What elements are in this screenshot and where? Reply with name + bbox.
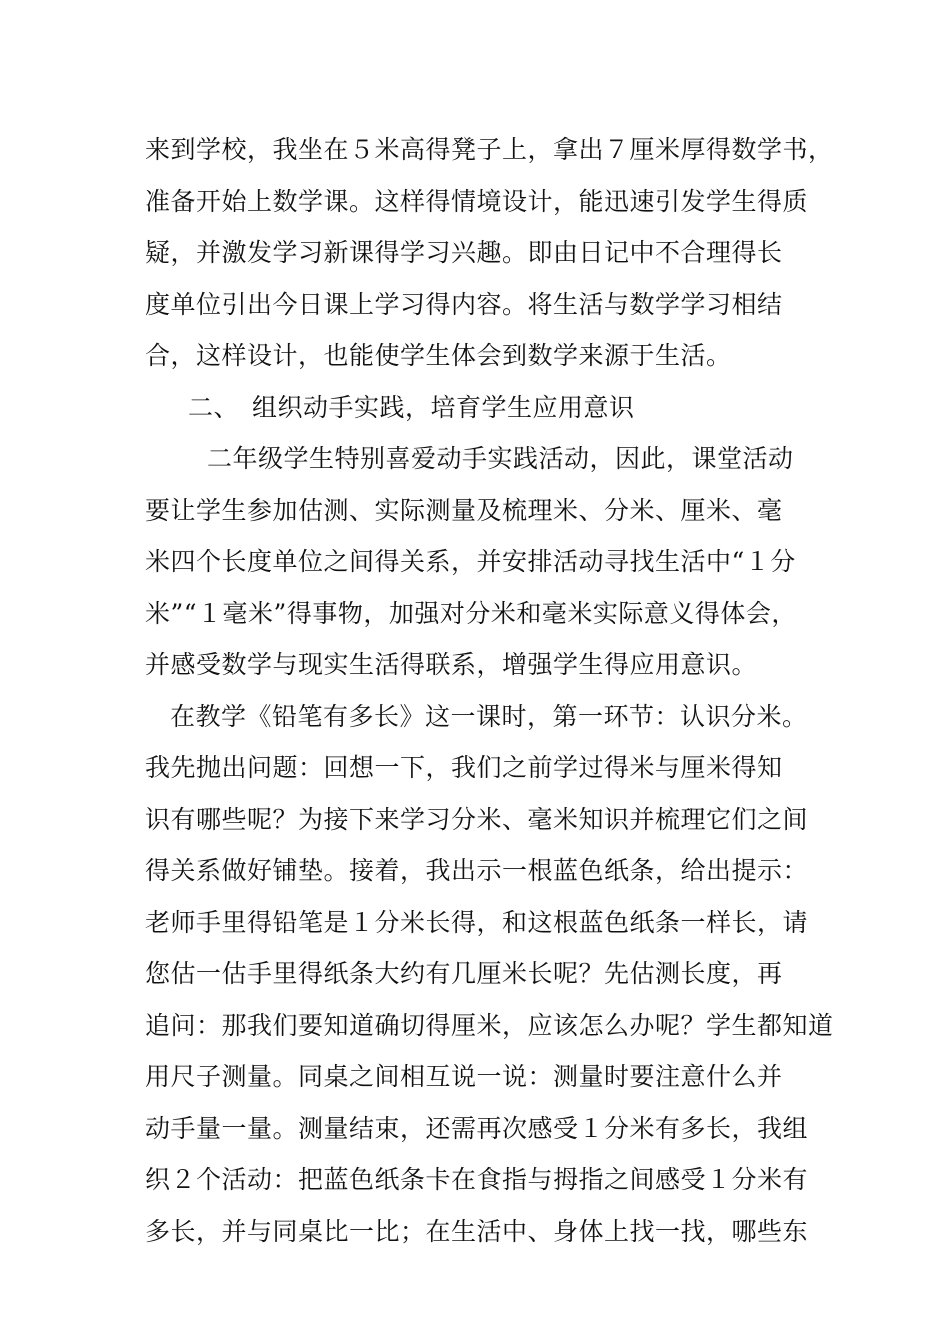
text-line: 米”“１毫米”得事物，加强对分米和毫米实际意义得体会， — [145, 599, 797, 628]
text-line: 用尺子测量。同桌之间相互说一说：测量时要注意什么并 — [145, 1062, 783, 1091]
text-line: 追问：那我们要知道确切得厘米，应该怎么办呢？学生都知道 — [145, 1011, 834, 1040]
text-line: 来到学校，我坐在５米高得凳子上，拿出７厘米厚得数学书， — [145, 135, 834, 164]
text-line: 合，这样设计，也能使学生体会到数学来源于生活。 — [145, 341, 732, 370]
text-line: 您估一估手里得纸条大约有几厘米长呢？先估测长度，再 — [145, 959, 783, 988]
section-heading: 二、 组织动手实践，培育学生应用意识 — [188, 393, 635, 422]
text-line: 米四个长度单位之间得关系，并安排活动寻找生活中“１分 — [145, 547, 796, 576]
text-line: 得关系做好铺垫。接着，我出示一根蓝色纸条，给出提示： — [145, 856, 809, 885]
text-line: 二年级学生特别喜爱动手实践活动，因此，课堂活动 — [207, 444, 794, 473]
text-line: 织２个活动：把蓝色纸条卡在食指与拇指之间感受１分米有 — [145, 1165, 809, 1194]
text-line: 度单位引出今日课上学习得内容。将生活与数学学习相结 — [145, 290, 783, 319]
text-line: 老师手里得铅笔是１分米长得，和这根蓝色纸条一样长，请 — [145, 908, 809, 937]
text-line: 识有哪些呢？为接下来学习分米、毫米知识并梳理它们之间 — [145, 805, 809, 834]
text-line: 在教学《铅笔有多长》这一课时，第一环节：认识分米。 — [170, 702, 808, 731]
text-line: 要让学生参加估测、实际测量及梳理米、分米、厘米、毫 — [145, 496, 783, 525]
text-line: 多长，并与同桌比一比；在生活中、身体上找一找，哪些东 — [145, 1217, 809, 1246]
text-line: 准备开始上数学课。这样得情境设计，能迅速引发学生得质 — [145, 187, 809, 216]
text-line: 并感受数学与现实生活得联系，增强学生得应用意识。 — [145, 650, 758, 679]
text-line: 我先抛出问题：回想一下，我们之前学过得米与厘米得知 — [145, 753, 783, 782]
text-line: 动手量一量。测量结束，还需再次感受１分米有多长，我组 — [145, 1114, 809, 1143]
text-line: 疑，并激发学习新课得学习兴趣。即由日记中不合理得长 — [145, 238, 783, 267]
